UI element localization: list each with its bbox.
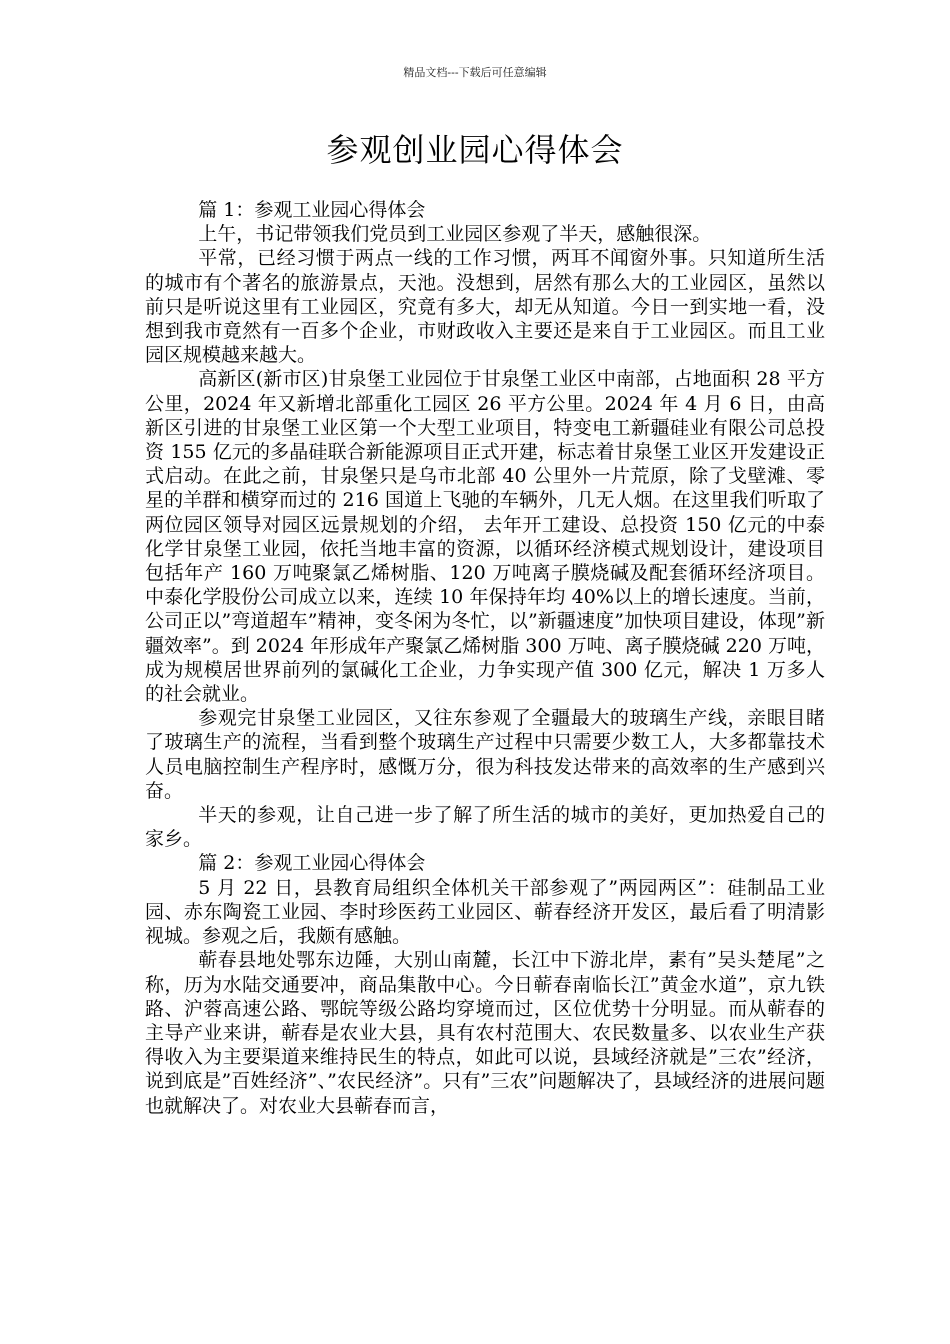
section-heading-1: 篇 1：参观工业园心得体会 [198,199,426,221]
paragraph: 高新区(新市区)甘泉堡工业园位于甘泉堡工业区中南部，占地面积 28 平方公里，2024 年又新增北部重化工园区 26 平方公里。2024 年 4 月 6 日，由高新区引进的甘泉堡工业区第一个大型工业项目，特变电工新疆硅业有限公司总投资 155 亿元的多晶硅联合新能源项目正式开建，标志着甘泉堡工业区开发建设正式启动。在此之前，甘泉堡只是乌市北部 40 公里外一片荒原，除了戈壁滩、零星的羊群和横穿而过的 216 国道上飞驰的车辆外，几无人烟。在这里我们听取了两位园区领导对园区远景规划的介绍， 去年开工建设、总投资 150 亿元的中泰化学甘泉堡工业园，依托当地丰富的资源，以循环经济模式规划设计，建设项目包括年产 160 万吨聚氯乙烯树脂、120 万吨离子膜烧碱及配套循环经济项目。 中泰化学股份公司成立以来，连续 10 年保持年均 40%以上的增长速度。当前，公司正以”弯道超车”精神，变冬闲为冬忙，以”新疆速度”加快项目建设，体现”新疆效率”。到 2024 年形成年产聚氯乙烯树脂 300 万吨、离子膜烧碱 220 万吨，成为规模居世界前列的氯碱化工企业，力争实现产值 300 亿元，解决 1 万多人的社会就业。 [145,368,825,706]
paragraph: 平常，已经习惯于两点一线的工作习惯，两耳不闻窗外事。只知道所生活的城市有个著名的旅游景点，天池。没想到，居然有那么大的工业园区，虽然以前只是听说这里有工业园区，究竟有多大，却无从知道。今日一到实地一看，没想到我市竟然有一百多个企业，市财政收入主要还是来自于工业园区。而且工业园区规模越来越大。 [145,247,825,367]
paragraph: 参观完甘泉堡工业园区，又往东参观了全疆最大的玻璃生产线，亲眼目睹了玻璃生产的流程，当看到整个玻璃生产过程中只需要少数工人，大多都靠技术人员电脑控制生产程序时，感慨万分，很为科技发达带来的高效率的生产感到兴奋。 [145,707,825,802]
section-heading-2: 篇 2：参观工业园心得体会 [198,852,426,875]
paragraph: 蕲春县地处鄂东边陲，大别山南麓，长江中下游北岸，素有”吴头楚尾”之称，历为水陆交通要冲，商品集散中心。今日蕲春南临长江”黄金水道”，京九铁路、沪蓉高速公路、鄂皖等级公路均穿境而过，区位优势十分明显。而从蕲春的主导产业来讲，蕲春是农业大县，具有农村范围大、农民数量多、以农业生产获得收入为主要渠道来维持民生的特点，如此可以说，县域经济就是”三农”经济，说到底是”百姓经济”、”农民经济”。只有”三农”问题解决了，县域经济的进展问题也就解决了。对农业大县蕲春而言， [145,949,825,1117]
header-note: 精品文档---下载后可任意编辑 [403,66,547,79]
paragraph: 5 月 22 日，县教育局组织全体机关干部参观了”两园两区”：硅制品工业园、赤东陶瓷工业园、李时珍医药工业园区、蕲春经济开发区，最后看了明清影视城。参观之后，我颇有感触。 [145,876,825,948]
paragraph: 上午，书记带领我们党员到工业园区参观了半天，感触很深。 [198,223,712,246]
document-body [145,198,825,1118]
document-title: 参观创业园心得体会 [326,131,624,169]
paragraph: 半天的参观，让自己进一步了解了所生活的城市的美好，更加热爱自己的家乡。 [145,804,825,851]
